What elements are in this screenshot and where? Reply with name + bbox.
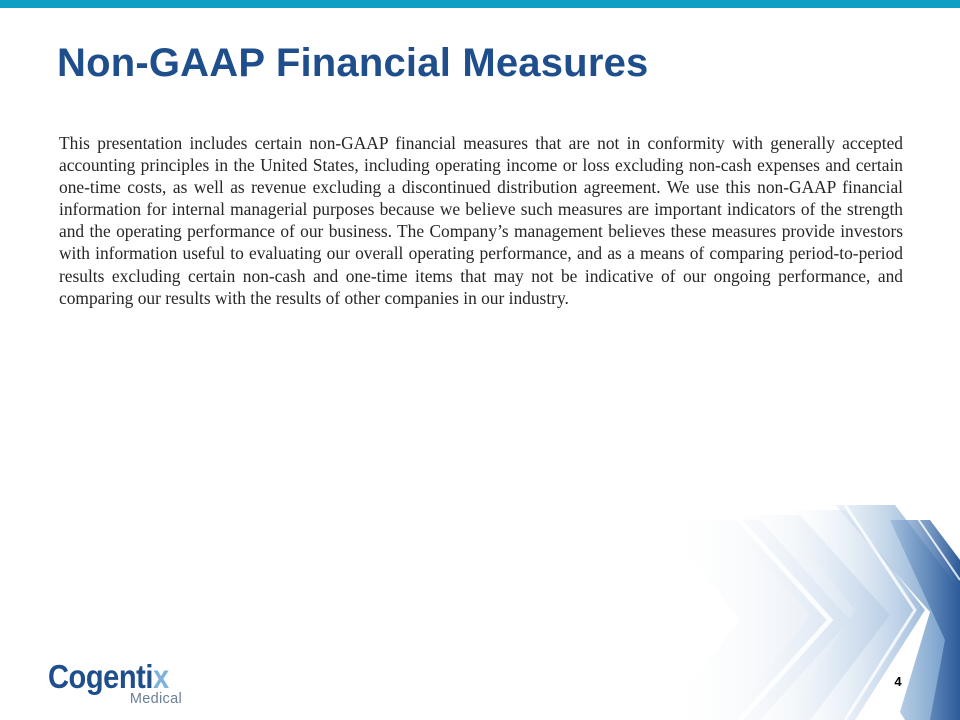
page-number: 4 <box>894 674 902 689</box>
logo-accent-letter: x <box>153 658 169 695</box>
logo-subtitle: Medical <box>129 691 182 707</box>
slide-title: Non-GAAP Financial Measures <box>57 41 649 85</box>
slide-body-text: This presentation includes certain non-GAAP financial measures that are not in conformity with generally accepted accounting principles in the United States, including operating income or loss excluding non-cash expenses and certain one-time costs, as well as revenue excluding a discontinued distribution agreement. We use this non-GAAP financial information for internal managerial purposes because we believe such measures are important indicators of the strength and the operating performance of our business. The Company’s management believes these measures provide investors with information useful to evaluating our overall operating performance, and as a means of comparing period-to-period results excluding certain non-cash and one-time items that may not be indicative of our ongoing performance, and comparing our results with the results of other companies in our industry. <box>59 133 903 308</box>
company-logo <box>48 658 198 710</box>
logo-name: Cogentix <box>48 658 169 695</box>
